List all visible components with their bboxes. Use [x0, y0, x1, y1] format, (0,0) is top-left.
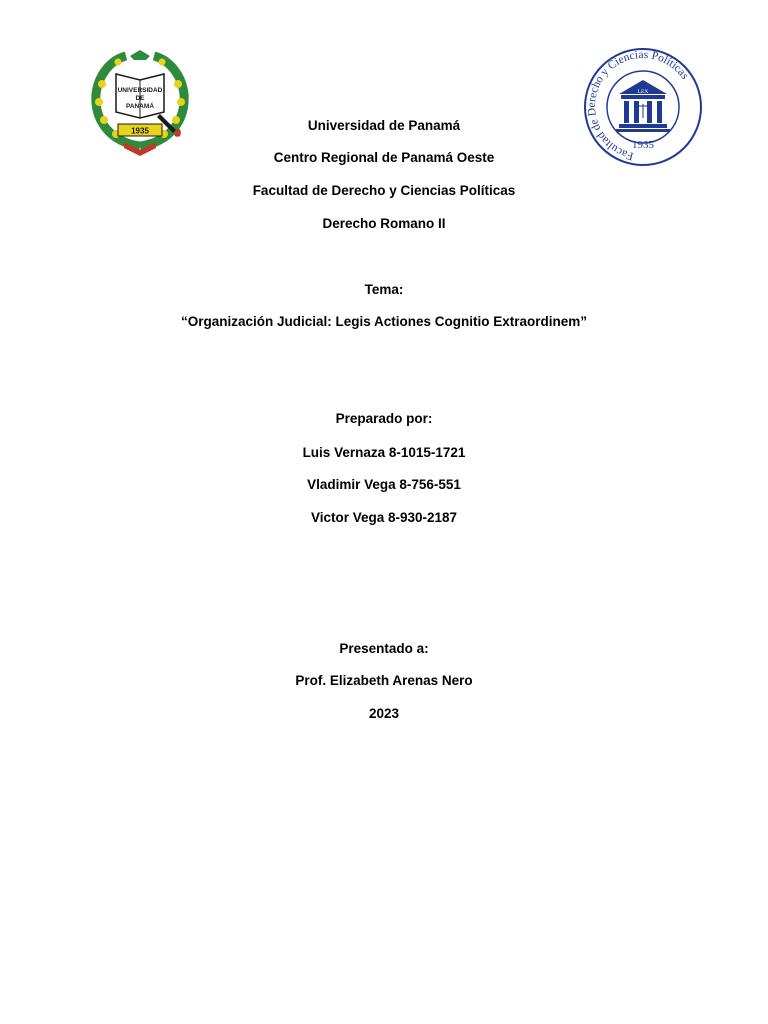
university-name: Universidad de Panamá — [307, 118, 461, 133]
prepared-by-label: Preparado por: — [335, 411, 433, 426]
course-name: Derecho Romano II — [322, 216, 446, 231]
presented-to-label: Presentado a: — [339, 641, 429, 656]
universidad-de-panama-logo — [90, 50, 190, 158]
author-entry: Victor Vega 8-930-2187 — [310, 510, 458, 525]
topic-label: Tema: — [364, 282, 404, 297]
author-entry: Luis Vernaza 8-1015-1721 — [302, 445, 466, 460]
logo-text-universidad: UNIVERSIDAD — [117, 87, 163, 94]
logo-year: 1935 — [131, 126, 149, 136]
faculty-name: Facultad de Derecho y Ciencias Políticas — [252, 183, 516, 198]
topic-title: “Organización Judicial: Legis Actiones Cognitio Extraordinem” — [180, 314, 588, 329]
scales-of-justice-icon — [638, 104, 648, 118]
seal-lex-text: LEX — [637, 89, 649, 95]
logo-text-de: DE — [135, 95, 145, 102]
document-year: 2023 — [368, 706, 400, 721]
professor-name: Prof. Elizabeth Arenas Nero — [295, 673, 473, 688]
seal-ring-text: Facultad de Derecho y Ciencias Políticas — [585, 48, 691, 162]
seal-year: 1935 — [632, 139, 654, 151]
author-entry: Vladimir Vega 8-756-551 — [307, 477, 461, 492]
logo-text-panama: PANAMÁ — [125, 103, 155, 110]
regional-center: Centro Regional de Panamá Oeste — [273, 150, 495, 165]
